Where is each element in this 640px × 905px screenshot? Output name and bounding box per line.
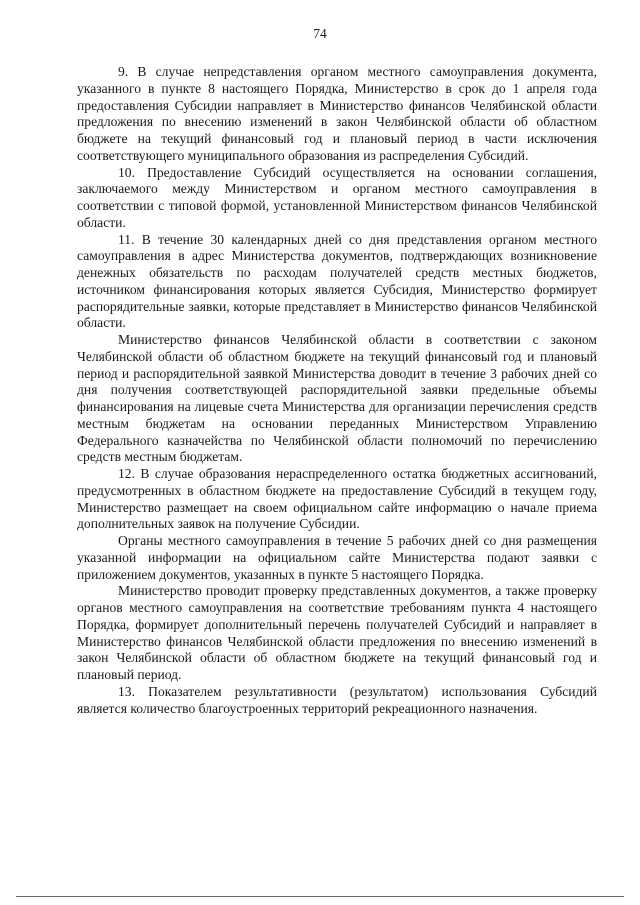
page-number: 74 (313, 26, 327, 41)
paragraph-ministry-check: Министерство проводит проверку представленных документов, а также проверку органов местного самоуправления на соответствие требованиям пункта 4 настоящего Порядка, формирует дополнительный перечень получателей Субсидий и направляет в Министерство финансов Челябинской области предложения по внесению изменений в закон Челябинской области об областном бюджете на текущий финансовый год и плановый период. (77, 583, 597, 682)
document-body (77, 64, 597, 717)
paragraph-item-12: 12. В случае образования нераспределенного остатка бюджетных ассигнований, предусмотренных в областном бюджете на предоставление Субсидий в текущем году, Министерство размещает на своем официальном сайте информацию о начале приема дополнительных заявок на получение Субсидии. (77, 466, 597, 532)
paragraph-item-13: 13. Показателем результативности (результатом) использования Субсидий является количество благоустроенных территорий рекреационного назначения. (77, 683, 597, 716)
page-bottom-divider (16, 896, 624, 897)
paragraph-local-authorities: Органы местного самоуправления в течение 5 рабочих дней со дня размещения указанной информации на официальном сайте Министерства подают заявки с приложением документов, указанных в пункте 5 настоящего Порядка. (77, 533, 597, 582)
paragraph-item-11: 11. В течение 30 календарных дней со дня представления органом местного самоуправления в адрес Министерства документов, подтверждающих возникновение денежных обязательств по расходам получателей средств местных бюджетов, источником финансирования которых является Субсидия, Министерство формирует распорядительные заявки, которые представляет в Министерство финансов Челябинской области. (77, 231, 597, 331)
paragraph-ministry-finance: Министерство финансов Челябинской области в соответствии с законом Челябинской области об областном бюджете на текущий финансовый год и плановый период и распорядительной заявкой Министерства доводит в течение 3 рабочих дней со дня получения соответствующей распорядительной заявки предельные объемы финансирования на лицевые счета Министерства для организации перечисления средств местным бюджетам на основании переданных Министерством Управлению Федерального казначейства по Челябинской области полномочий по перечислению средств местным бюджетам. (77, 332, 597, 465)
paragraph-item-9: 9. В случае непредставления органом местного самоуправления документа, указанного в пункте 8 настоящего Порядка, Министерство в срок до 1 апреля года предоставления Субсидии направляет в Министерство финансов Челябинской области предложения по внесению изменений в закон Челябинской области об областном бюджете на текущий финансовый год и плановый период в части исключения соответствующего муниципального образования из распределения Субсидий. (77, 64, 597, 163)
paragraph-item-10: 10. Предоставление Субсидий осуществляется на основании соглашения, заключаемого между Министерством и органом местного самоуправления в соответствии с типовой формой, установленной Министерством финансов Челябинской области. (77, 164, 597, 230)
